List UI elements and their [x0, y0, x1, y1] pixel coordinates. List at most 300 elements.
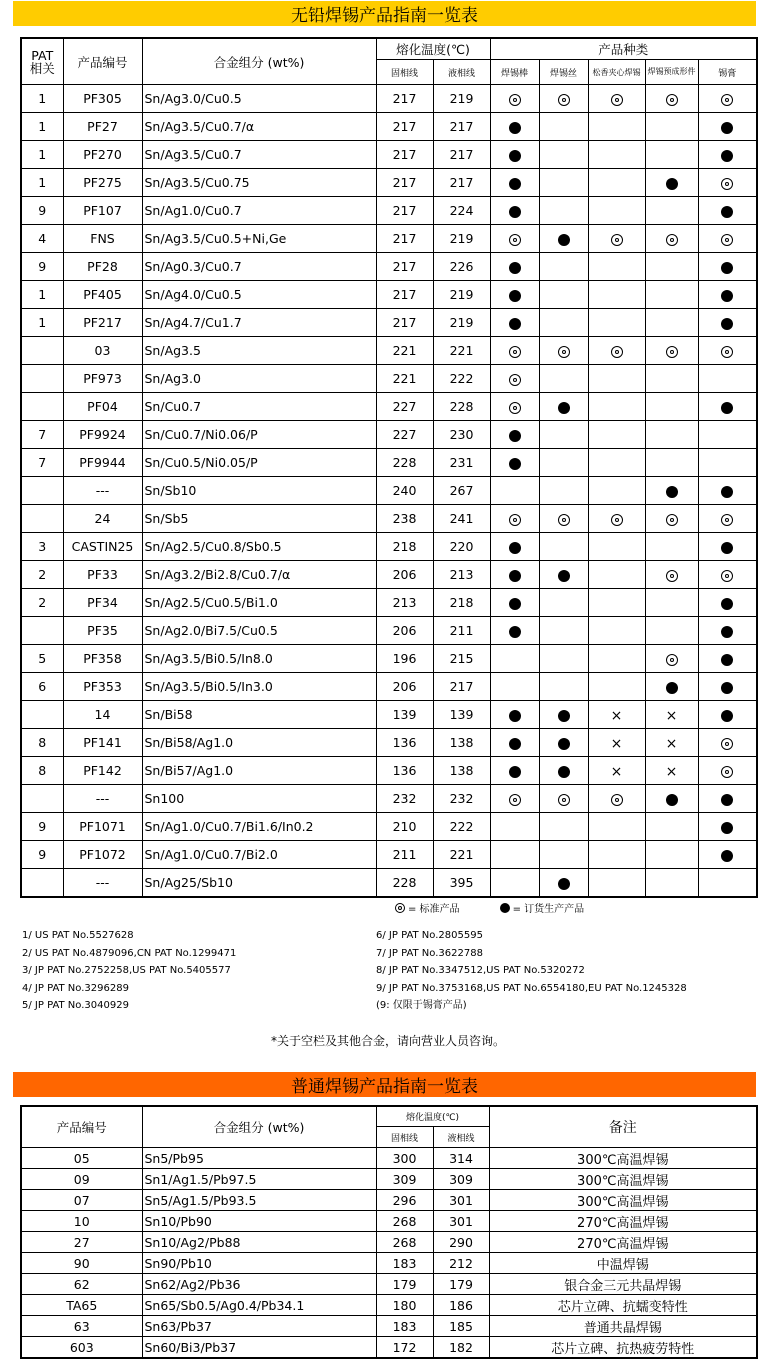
liquidus-cell: 215	[433, 645, 490, 673]
header-liquidus: 液相线	[433, 60, 490, 85]
composition-cell: Sn10/Ag2/Pb88	[142, 1232, 376, 1253]
solidus-cell: 172	[376, 1337, 433, 1359]
legend-standard-label: = 标准产品	[408, 904, 460, 915]
product-code-cell: 14	[63, 701, 142, 729]
product-code-cell: CASTIN25	[63, 533, 142, 561]
lead-free-row	[21, 309, 757, 337]
type-wire-cell	[539, 477, 588, 505]
solidus-cell: 179	[376, 1274, 433, 1295]
type-preform-cell	[645, 813, 698, 841]
header-type-flux-core: 松香夹心焊锡	[588, 60, 645, 85]
type-bar-cell	[490, 141, 539, 169]
liquidus-cell: 138	[433, 757, 490, 785]
liquidus-cell: 231	[433, 449, 490, 477]
solidus-cell: 238	[376, 505, 433, 533]
type-bar-cell	[490, 589, 539, 617]
product-code-cell: 03	[63, 337, 142, 365]
type-wire-cell	[539, 701, 588, 729]
product-code-cell: 63	[21, 1316, 142, 1337]
type-flux-core-cell	[588, 281, 645, 309]
lead-free-row	[21, 785, 757, 813]
liquidus-cell: 219	[433, 225, 490, 253]
order-product-icon	[666, 178, 678, 190]
composition-cell: Sn/Ag4.7/Cu1.7	[142, 309, 376, 337]
product-code-cell: ---	[63, 869, 142, 898]
composition-cell: Sn63/Pb37	[142, 1316, 376, 1337]
order-product-icon	[721, 654, 733, 666]
type-paste-cell	[698, 393, 757, 421]
solidus-cell: 221	[376, 337, 433, 365]
type-bar-cell	[490, 253, 539, 281]
type-wire-cell	[539, 505, 588, 533]
type-wire-cell	[539, 645, 588, 673]
type-paste-cell	[698, 421, 757, 449]
order-product-icon	[721, 710, 733, 722]
solidus-cell: 217	[376, 113, 433, 141]
order-product-icon	[666, 794, 678, 806]
patent-note: 1/ US PAT No.5527628	[22, 930, 134, 941]
header-product-types: 产品种类	[490, 38, 757, 60]
header-product-code: 产品编号	[63, 38, 142, 85]
header-type-preform	[645, 60, 698, 85]
solidus-cell: 217	[376, 225, 433, 253]
solidus-cell: 218	[376, 533, 433, 561]
composition-cell: Sn/Ag3.5/Cu0.75	[142, 169, 376, 197]
order-product-icon	[721, 626, 733, 638]
type-bar-cell	[490, 757, 539, 785]
solidus-cell: 300	[376, 1148, 433, 1169]
order-product-icon	[500, 903, 510, 913]
type-paste-cell	[698, 589, 757, 617]
product-code-cell: 27	[21, 1232, 142, 1253]
liquidus-cell: 314	[433, 1148, 489, 1169]
consult-note: *关于空栏及其他合金，请向营业人员咨询。	[270, 1034, 505, 1048]
remarks-cell: 芯片立碑、抗热疲劳特性	[489, 1337, 757, 1359]
lead-free-row	[21, 589, 757, 617]
liquidus-cell: 222	[433, 365, 490, 393]
type-preform-cell	[645, 477, 698, 505]
type-flux-core-cell	[588, 225, 645, 253]
composition-cell: Sn/Ag25/Sb10	[142, 869, 376, 898]
type-wire-cell	[539, 869, 588, 898]
standard-product-icon	[611, 94, 623, 106]
remarks-cell: 270℃高温焊锡	[489, 1232, 757, 1253]
type-bar-cell	[490, 673, 539, 701]
patent-note: 5/ JP PAT No.3040929	[22, 1000, 129, 1011]
type-wire-cell	[539, 785, 588, 813]
legend-standard	[395, 900, 460, 915]
type-flux-core-cell	[588, 589, 645, 617]
type-paste-cell	[698, 141, 757, 169]
pat-cell: 7	[21, 449, 63, 477]
type-preform-cell	[645, 141, 698, 169]
pat-cell: 1	[21, 169, 63, 197]
product-code-cell: PF28	[63, 253, 142, 281]
product-code-cell: PF1072	[63, 841, 142, 869]
lead-free-row	[21, 813, 757, 841]
pat-cell: 9	[21, 841, 63, 869]
lead-free-row	[21, 337, 757, 365]
standard-product-icon	[509, 234, 521, 246]
type-wire-cell	[539, 309, 588, 337]
liquidus-cell: 395	[433, 869, 490, 898]
type-paste-cell	[698, 617, 757, 645]
header-melting: 熔化温度(℃)	[376, 38, 490, 60]
composition-cell: Sn/Ag2.5/Cu0.5/Bi1.0	[142, 589, 376, 617]
patent-note: 9/ JP PAT No.3753168,US PAT No.6554180,EU PAT No.1245328	[376, 982, 687, 994]
standard-product-icon	[558, 514, 570, 526]
composition-cell: Sn/Bi58/Ag1.0	[142, 729, 376, 757]
solidus-cell: 217	[376, 141, 433, 169]
type-wire-cell	[539, 617, 588, 645]
liquidus-cell: 221	[433, 841, 490, 869]
standard-product-icon	[395, 903, 405, 913]
type-paste-cell	[698, 869, 757, 898]
type-bar-cell	[490, 393, 539, 421]
not-available-icon: ×	[665, 735, 678, 752]
order-product-icon	[509, 458, 521, 470]
type-flux-core-cell	[588, 393, 645, 421]
standard-product-icon	[611, 794, 623, 806]
type-wire-cell	[539, 729, 588, 757]
lead-free-row	[21, 617, 757, 645]
type-preform-cell	[645, 701, 698, 729]
type-paste-cell	[698, 197, 757, 225]
solidus-cell: 217	[376, 85, 433, 113]
liquidus-cell: 220	[433, 533, 490, 561]
composition-cell: Sn/Bi57/Ag1.0	[142, 757, 376, 785]
product-code-cell: FNS	[63, 225, 142, 253]
product-code-cell: ---	[63, 785, 142, 813]
lead-free-table	[20, 37, 758, 898]
type-wire-cell	[539, 113, 588, 141]
type-preform-cell	[645, 365, 698, 393]
liquidus-cell: 217	[433, 141, 490, 169]
standard-product-icon	[721, 738, 733, 750]
type-flux-core-cell	[588, 561, 645, 589]
header-solidus: 固相线	[376, 60, 433, 85]
type-bar-cell	[490, 197, 539, 225]
type-wire-cell	[539, 841, 588, 869]
standard-product-icon	[666, 234, 678, 246]
type-preform-cell	[645, 533, 698, 561]
type-paste-cell	[698, 757, 757, 785]
type-wire-cell	[539, 197, 588, 225]
composition-cell: Sn100	[142, 785, 376, 813]
type-preform-cell	[645, 309, 698, 337]
order-product-icon	[509, 318, 521, 330]
type-paste-cell	[698, 673, 757, 701]
type-flux-core-cell	[588, 85, 645, 113]
solidus-cell: 206	[376, 673, 433, 701]
patent-note: 2/ US PAT No.4879096,CN PAT No.1299471	[22, 947, 237, 959]
patent-note: 8/ JP PAT No.3347512,US PAT No.5320272	[376, 965, 585, 976]
ordinary-row	[21, 1148, 757, 1169]
remarks-cell: 300℃高温焊锡	[489, 1169, 757, 1190]
composition-cell: Sn/Ag3.5/Cu0.7/α	[142, 113, 376, 141]
product-code-cell: ---	[63, 477, 142, 505]
type-bar-cell	[490, 645, 539, 673]
type-wire-cell	[539, 225, 588, 253]
product-code-cell: PF04	[63, 393, 142, 421]
composition-cell: Sn90/Pb10	[142, 1253, 376, 1274]
ordinary-row	[21, 1295, 757, 1316]
pat-cell	[21, 701, 63, 729]
remarks-cell: 300℃高温焊锡	[489, 1148, 757, 1169]
product-code-cell: PF142	[63, 757, 142, 785]
type-paste-cell	[698, 813, 757, 841]
type-preform-cell	[645, 225, 698, 253]
type-flux-core-cell	[588, 113, 645, 141]
solidus-cell: 268	[376, 1211, 433, 1232]
composition-cell: Sn/Sb5	[142, 505, 376, 533]
liquidus-cell: 179	[433, 1274, 489, 1295]
pat-cell	[21, 869, 63, 898]
type-paste-cell	[698, 281, 757, 309]
solidus-cell: 217	[376, 253, 433, 281]
lead-free-row	[21, 365, 757, 393]
standard-product-icon	[509, 514, 521, 526]
composition-cell: Sn/Ag3.5	[142, 337, 376, 365]
liquidus-cell: 212	[433, 1253, 489, 1274]
product-code-cell: PF33	[63, 561, 142, 589]
lead-free-row	[21, 477, 757, 505]
order-product-icon	[509, 738, 521, 750]
ordinary-header-solidus: 固相线	[376, 1127, 433, 1148]
order-product-icon	[509, 178, 521, 190]
composition-cell: Sn/Ag3.2/Bi2.8/Cu0.7/α	[142, 561, 376, 589]
ordinary-header-remarks: 备注	[489, 1106, 757, 1148]
pat-cell	[21, 785, 63, 813]
type-flux-core-cell	[588, 841, 645, 869]
type-preform-cell	[645, 449, 698, 477]
solidus-cell: 213	[376, 589, 433, 617]
composition-cell: Sn/Ag2.0/Bi7.5/Cu0.5	[142, 617, 376, 645]
composition-cell: Sn1/Ag1.5/Pb97.5	[142, 1169, 376, 1190]
type-preform-cell	[645, 673, 698, 701]
type-flux-core-cell	[588, 169, 645, 197]
composition-cell: Sn10/Pb90	[142, 1211, 376, 1232]
type-paste-cell	[698, 309, 757, 337]
standard-product-icon	[509, 94, 521, 106]
type-bar-cell	[490, 617, 539, 645]
header-pat-line2: 相关	[29, 60, 55, 76]
type-wire-cell	[539, 337, 588, 365]
pat-cell: 1	[21, 85, 63, 113]
type-flux-core-cell	[588, 729, 645, 757]
composition-cell: Sn/Ag1.0/Cu0.7/Bi1.6/In0.2	[142, 813, 376, 841]
type-preform-cell	[645, 253, 698, 281]
type-preform-cell	[645, 589, 698, 617]
order-product-icon	[509, 766, 521, 778]
order-product-icon	[721, 262, 733, 274]
type-preform-cell	[645, 281, 698, 309]
standard-product-icon	[509, 346, 521, 358]
solidus-cell: 268	[376, 1232, 433, 1253]
product-code-cell: 62	[21, 1274, 142, 1295]
product-code-cell: PF358	[63, 645, 142, 673]
order-product-icon	[558, 234, 570, 246]
liquidus-cell: 222	[433, 813, 490, 841]
order-product-icon	[666, 486, 678, 498]
liquidus-cell: 241	[433, 505, 490, 533]
solidus-cell: 221	[376, 365, 433, 393]
liquidus-cell: 138	[433, 729, 490, 757]
type-preform-cell	[645, 785, 698, 813]
type-bar-cell	[490, 281, 539, 309]
standard-product-icon	[611, 234, 623, 246]
type-bar-cell	[490, 113, 539, 141]
standard-product-icon	[666, 654, 678, 666]
solidus-cell: 210	[376, 813, 433, 841]
composition-cell: Sn/Sb10	[142, 477, 376, 505]
legend-order	[500, 900, 585, 915]
type-wire-cell	[539, 757, 588, 785]
solidus-cell: 196	[376, 645, 433, 673]
pat-cell	[21, 393, 63, 421]
solidus-cell: 136	[376, 729, 433, 757]
ordinary-row	[21, 1316, 757, 1337]
order-product-icon	[721, 206, 733, 218]
lead-free-row	[21, 281, 757, 309]
product-code-cell: PF34	[63, 589, 142, 617]
product-code-cell: PF353	[63, 673, 142, 701]
solidus-cell: 217	[376, 309, 433, 337]
composition-cell: Sn5/Pb95	[142, 1148, 376, 1169]
product-code-cell: PF405	[63, 281, 142, 309]
type-paste-cell	[698, 449, 757, 477]
type-flux-core-cell	[588, 337, 645, 365]
pat-cell: 2	[21, 561, 63, 589]
product-code-cell: 10	[21, 1211, 142, 1232]
symbol-legend	[395, 900, 584, 915]
standard-product-icon	[721, 570, 733, 582]
pat-cell: 4	[21, 225, 63, 253]
order-product-icon	[509, 262, 521, 274]
order-product-icon	[721, 682, 733, 694]
type-flux-core-cell	[588, 645, 645, 673]
product-code-cell: 603	[21, 1337, 142, 1359]
ordinary-row	[21, 1190, 757, 1211]
composition-cell: Sn/Ag3.0	[142, 365, 376, 393]
type-paste-cell	[698, 701, 757, 729]
type-wire-cell	[539, 281, 588, 309]
type-flux-core-cell	[588, 673, 645, 701]
liquidus-cell: 219	[433, 85, 490, 113]
order-product-icon	[721, 794, 733, 806]
order-product-icon	[721, 486, 733, 498]
standard-product-icon	[558, 94, 570, 106]
pat-cell	[21, 617, 63, 645]
type-flux-core-cell	[588, 309, 645, 337]
type-paste-cell	[698, 253, 757, 281]
type-bar-cell	[490, 225, 539, 253]
solidus-cell: 217	[376, 197, 433, 225]
pat-cell: 1	[21, 309, 63, 337]
type-wire-cell	[539, 365, 588, 393]
pat-cell: 9	[21, 253, 63, 281]
patent-note: (9: 仅限于锡膏产品)	[376, 1000, 467, 1011]
product-code-cell: 05	[21, 1148, 142, 1169]
type-bar-cell	[490, 841, 539, 869]
pat-cell	[21, 477, 63, 505]
liquidus-cell: 217	[433, 673, 490, 701]
type-preform-cell	[645, 617, 698, 645]
composition-cell: Sn60/Bi3/Pb37	[142, 1337, 376, 1359]
standard-product-icon	[611, 346, 623, 358]
lead-free-title-banner	[13, 1, 756, 26]
header-composition: 合金组分 (wt%)	[142, 38, 376, 85]
product-code-cell: PF35	[63, 617, 142, 645]
lead-free-row	[21, 561, 757, 589]
type-paste-cell	[698, 225, 757, 253]
order-product-icon	[558, 766, 570, 778]
composition-cell: Sn62/Ag2/Pb36	[142, 1274, 376, 1295]
order-product-icon	[721, 822, 733, 834]
type-preform-cell	[645, 561, 698, 589]
order-product-icon	[509, 626, 521, 638]
standard-product-icon	[666, 94, 678, 106]
type-paste-cell	[698, 785, 757, 813]
remarks-cell: 普通共晶焊锡	[489, 1316, 757, 1337]
header-pat	[21, 38, 63, 85]
lead-free-row	[21, 841, 757, 869]
ordinary-row	[21, 1253, 757, 1274]
pat-cell: 5	[21, 645, 63, 673]
standard-product-icon	[509, 794, 521, 806]
composition-cell: Sn/Ag2.5/Cu0.8/Sb0.5	[142, 533, 376, 561]
order-product-icon	[558, 878, 570, 890]
lead-free-row	[21, 449, 757, 477]
type-preform-cell	[645, 645, 698, 673]
type-wire-cell	[539, 169, 588, 197]
order-product-icon	[721, 318, 733, 330]
pat-cell: 3	[21, 533, 63, 561]
ordinary-row	[21, 1232, 757, 1253]
ordinary-header-product-code: 产品编号	[21, 1106, 142, 1148]
solidus-cell: 139	[376, 701, 433, 729]
patent-notes-right	[376, 927, 687, 1015]
patent-note: 7/ JP PAT No.3622788	[376, 947, 483, 959]
type-preform-cell	[645, 393, 698, 421]
liquidus-cell: 217	[433, 169, 490, 197]
type-preform-cell	[645, 337, 698, 365]
order-product-icon	[509, 542, 521, 554]
product-code-cell: PF305	[63, 85, 142, 113]
liquidus-cell: 218	[433, 589, 490, 617]
remarks-cell: 芯片立碑、抗蠕变特性	[489, 1295, 757, 1316]
patent-note: 3/ JP PAT No.2752258,US PAT No.5405577	[22, 965, 231, 976]
type-wire-cell	[539, 533, 588, 561]
order-product-icon	[509, 150, 521, 162]
remarks-cell: 270℃高温焊锡	[489, 1211, 757, 1232]
order-product-icon	[509, 206, 521, 218]
standard-product-icon	[721, 514, 733, 526]
type-preform-cell	[645, 169, 698, 197]
product-code-cell: PF1071	[63, 813, 142, 841]
ordinary-row	[21, 1274, 757, 1295]
ordinary-header-liquidus: 液相线	[433, 1127, 489, 1148]
standard-product-icon	[721, 766, 733, 778]
standard-product-icon	[509, 402, 521, 414]
lead-free-row	[21, 757, 757, 785]
type-preform-cell	[645, 421, 698, 449]
standard-product-icon	[721, 234, 733, 246]
lead-free-row	[21, 701, 757, 729]
composition-cell: Sn/Ag3.5/Cu0.5+Ni,Ge	[142, 225, 376, 253]
order-product-icon	[558, 570, 570, 582]
type-bar-cell	[490, 449, 539, 477]
